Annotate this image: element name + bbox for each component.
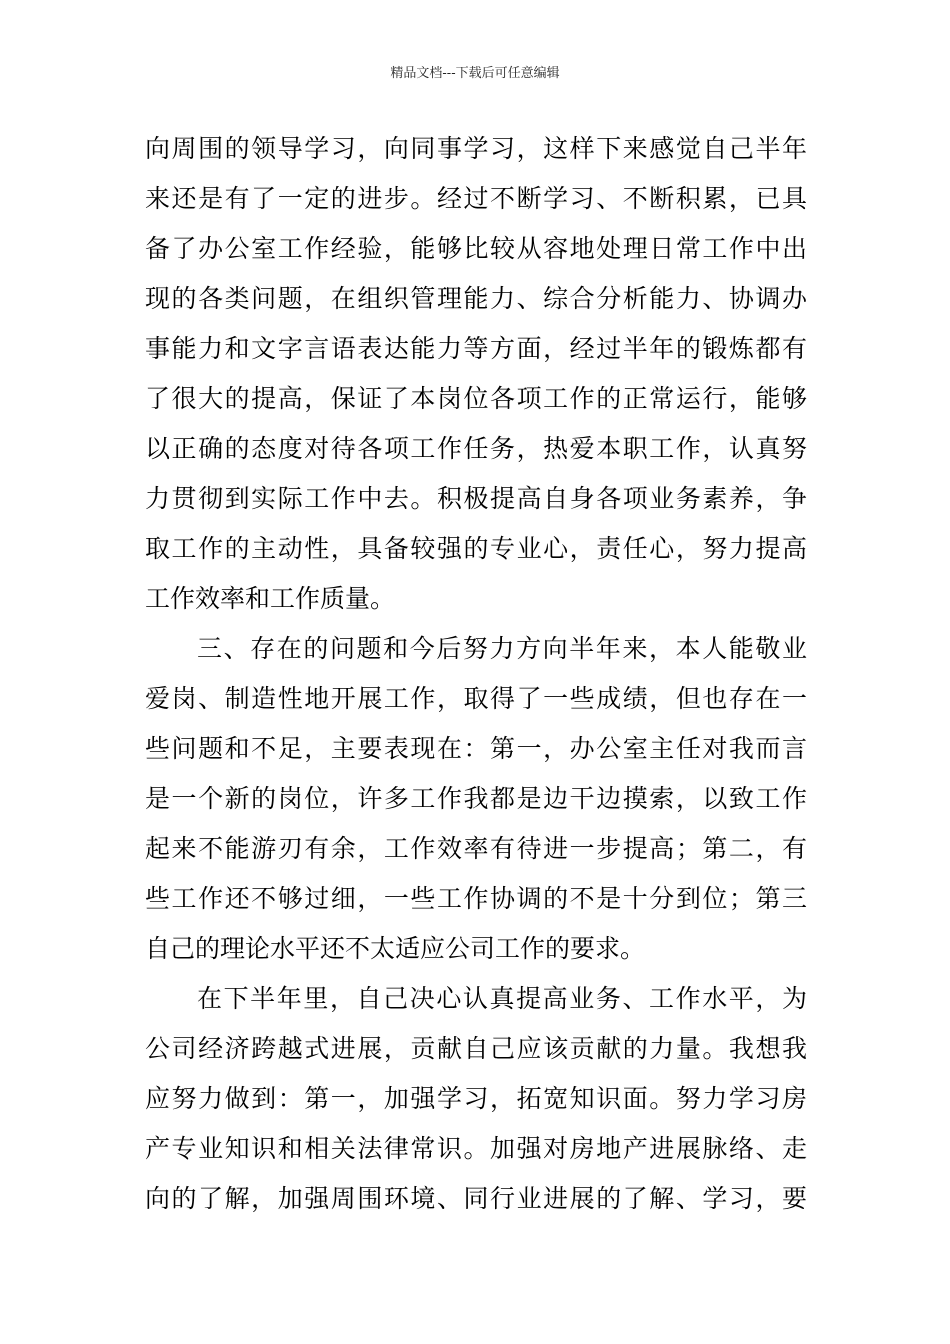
text-line: 力贯彻到实际工作中去。积极提高自身各项业务素养，争 [145,484,807,513]
page-header: 精品文档---下载后可任意编辑 [390,66,560,81]
text-line: 自己的理论水平还不太适应公司工作的要求。 [145,934,646,963]
text-line: 起来不能游刃有余，工作效率有待进一步提高；第二，有 [145,834,807,863]
text-line: 工作效率和工作质量。 [145,584,396,613]
text-line: 了很大的提高，保证了本岗位各项工作的正常运行，能够 [145,384,807,413]
text-line: 向周围的领导学习，向同事学习，这样下来感觉自己半年 [145,134,807,163]
text-line: 现的各类问题，在组织管理能力、综合分析能力、协调办 [145,284,807,313]
paragraph-2 [145,624,807,974]
text-line: 爱岗、制造性地开展工作，取得了一些成绩，但也存在一 [145,684,807,713]
paragraph-1 [145,124,807,624]
text-line: 向的了解，加强周围环境、同行业进展的了解、学习，要 [145,1184,807,1213]
text-line: 以正确的态度对待各项工作任务，热爱本职工作，认真努 [145,434,807,463]
text-line: 公司经济跨越式进展，贡献自己应该贡献的力量。我想我 [145,1034,807,1063]
text-line: 取工作的主动性，具备较强的专业心，责任心，努力提高 [145,534,807,563]
text-line: 三、存在的问题和今后努力方向半年来，本人能敬业 [197,634,807,663]
text-line: 备了办公室工作经验，能够比较从容地处理日常工作中出 [145,234,807,263]
text-line: 产专业知识和相关法律常识。加强对房地产进展脉络、走 [145,1134,807,1163]
text-line: 些工作还不够过细，一些工作协调的不是十分到位；第三 [145,884,807,913]
text-line: 来还是有了一定的进步。经过不断学习、不断积累，已具 [145,184,807,213]
text-line: 些问题和不足，主要表现在：第一，办公室主任对我而言 [145,734,807,763]
text-line: 事能力和文字言语表达能力等方面，经过半年的锻炼都有 [145,334,807,363]
text-line: 是一个新的岗位，许多工作我都是边干边摸索，以致工作 [145,784,807,813]
document-body [145,124,807,1224]
text-line: 应努力做到：第一，加强学习，拓宽知识面。努力学习房 [145,1084,807,1113]
paragraph-3 [145,974,807,1224]
text-line: 在下半年里，自己决心认真提高业务、工作水平，为 [197,984,807,1013]
